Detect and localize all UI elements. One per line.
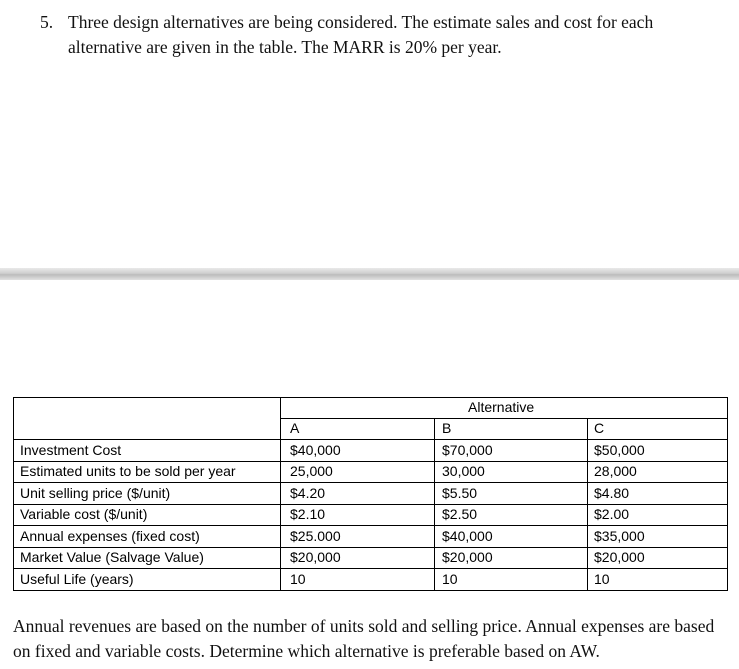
cell-a: 25,000 xyxy=(290,463,333,479)
cell-b: $2.50 xyxy=(442,506,478,522)
cell-c: $35,000 xyxy=(594,528,645,544)
page-divider xyxy=(0,268,739,280)
row-label: Estimated units to be sold per year xyxy=(20,463,236,479)
cell-c: $2.00 xyxy=(594,506,630,522)
table-rule xyxy=(280,397,281,591)
question-number: 5. xyxy=(40,12,54,32)
cell-a: $25.000 xyxy=(290,528,341,544)
cell-c: $4.80 xyxy=(594,485,630,501)
question-text: Three design alternatives are being considered. The estimate sales and cost for each alternative are given in the table. The MARR is 20% per year. xyxy=(68,12,654,57)
cell-c: 28,000 xyxy=(594,463,637,479)
column-header-c: C xyxy=(594,420,605,436)
question-block xyxy=(40,10,720,60)
cell-c: $50,000 xyxy=(594,442,645,458)
cell-b: $5.50 xyxy=(442,485,478,501)
table-rule xyxy=(280,418,728,419)
cell-b: $20,000 xyxy=(442,549,493,565)
row-label: Useful Life (years) xyxy=(20,571,134,587)
row-label: Unit selling price ($/unit) xyxy=(20,485,171,501)
row-label: Market Value (Salvage Value) xyxy=(20,549,204,565)
closing-paragraph: Annual revenues are based on the number of units sold and selling price. Annual expenses are based on fixed and variable costs. Determine which alternative is preferable based on AW. xyxy=(13,616,715,661)
cell-b: 10 xyxy=(442,571,458,587)
cell-a: $2.10 xyxy=(290,506,326,522)
cell-c: $20,000 xyxy=(594,549,645,565)
cell-a: $40,000 xyxy=(290,442,341,458)
row-label: Variable cost ($/unit) xyxy=(20,506,148,522)
row-label: Investment Cost xyxy=(20,442,122,458)
cell-b: $40,000 xyxy=(442,528,493,544)
table-rule xyxy=(434,418,435,591)
cell-b: 30,000 xyxy=(442,463,485,479)
cell-a: $4.20 xyxy=(290,485,326,501)
table-rule xyxy=(587,418,588,591)
group-header: Alternative xyxy=(468,399,535,415)
column-header-b: B xyxy=(442,420,452,436)
cell-c: 10 xyxy=(594,571,610,587)
column-header-a: A xyxy=(290,420,300,436)
alternatives-table xyxy=(13,397,728,591)
cell-a: $20,000 xyxy=(290,549,341,565)
cell-a: 10 xyxy=(290,571,306,587)
cell-b: $70,000 xyxy=(442,442,493,458)
row-label: Annual expenses (fixed cost) xyxy=(20,528,200,544)
